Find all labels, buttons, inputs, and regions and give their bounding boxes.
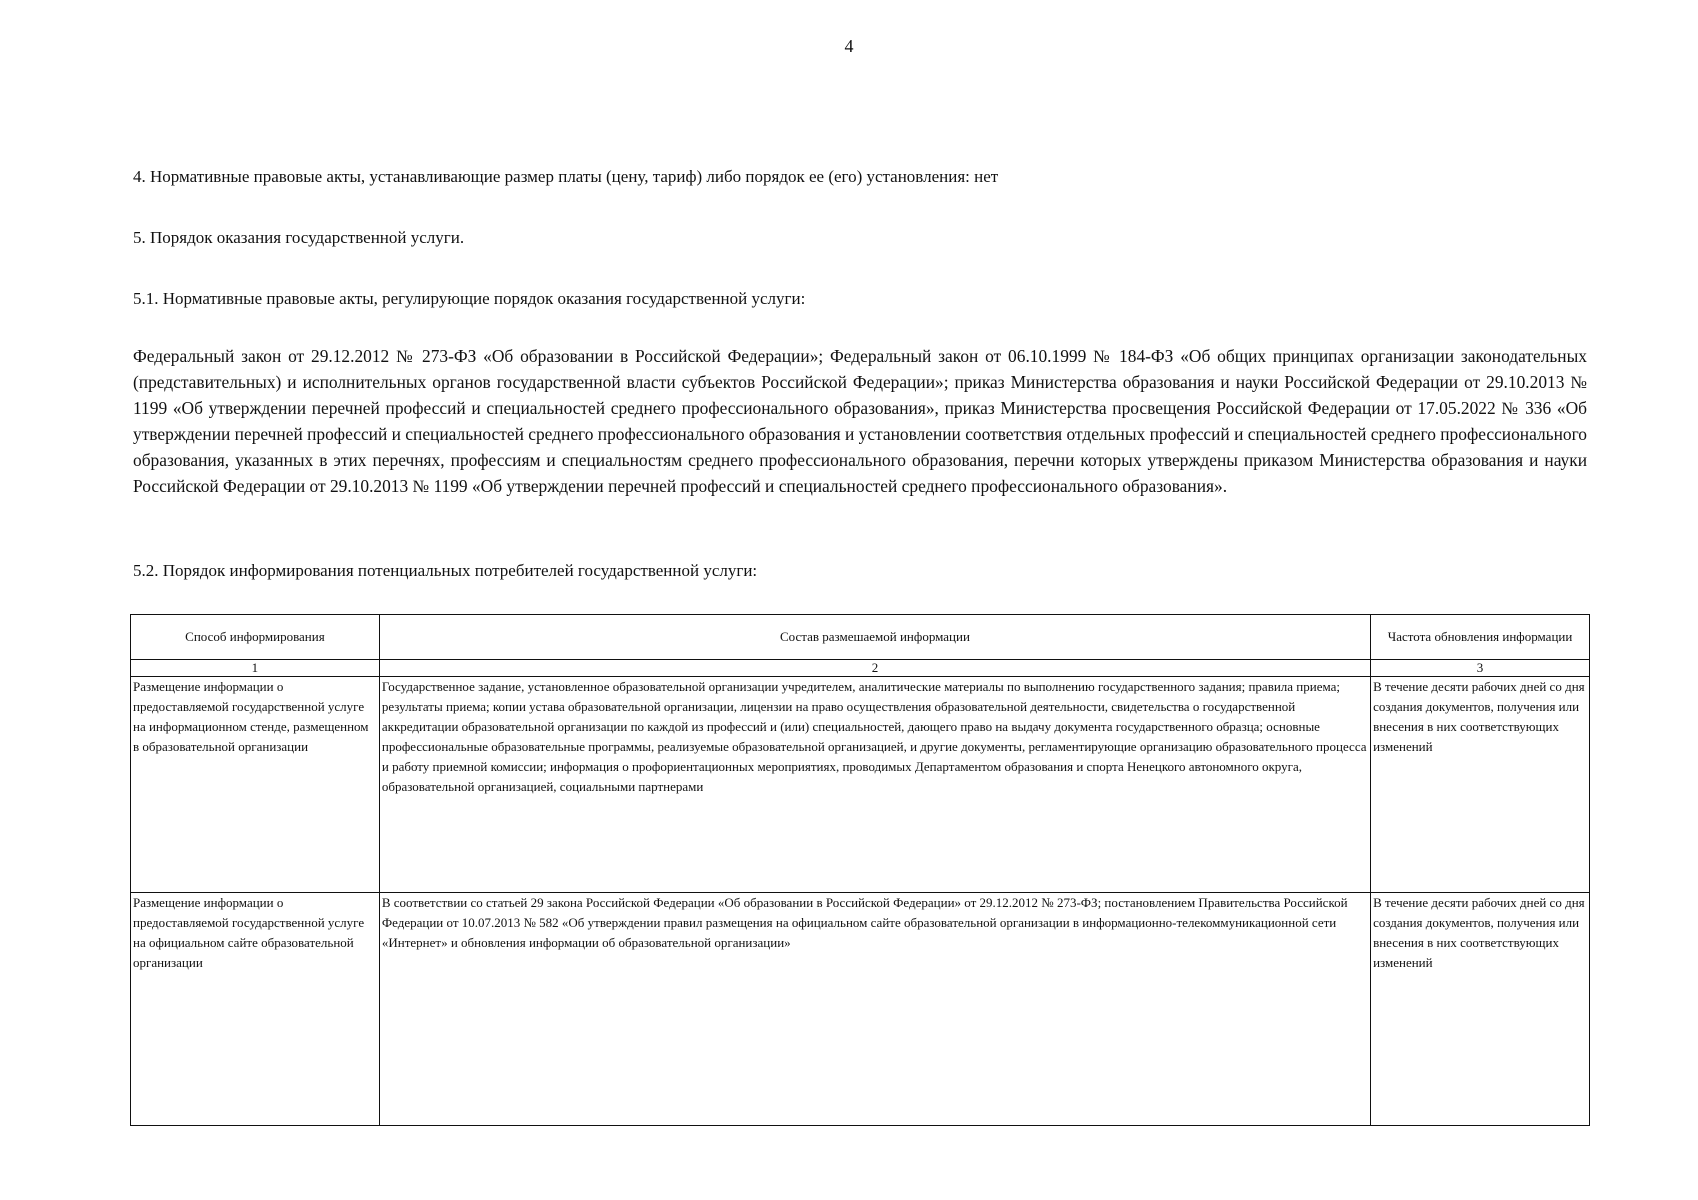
row-2-content [379, 893, 1370, 1126]
row-2-frequency-text: В течение десяти рабочих дней со дня создания документов, получения или внесения в них соответствующих изменений [1373, 895, 1585, 970]
section-5-1-heading: 5.1. Нормативные правовые акты, регулирующие порядок оказания государственной услуги: [133, 289, 806, 308]
header-frequency: Частота обновления информации [1371, 615, 1590, 660]
header-content: Состав размешаемой информации [379, 615, 1370, 660]
row-1-method-text: Размещение информации о предоставляемой государственной услуге на информационном стенде, размещенном в образовательной организации [133, 679, 369, 754]
section-5-2-heading: 5.2. Порядок информирования потенциальных потребителей государственной услуги: [133, 561, 758, 580]
column-number-1: 1 [131, 660, 380, 677]
section-4-fee-acts: 4. Нормативные правовые акты, устанавливающие размер платы (цену, тариф) либо порядок ее (его) установления: нет [133, 167, 999, 186]
page-number: 4 [844, 36, 854, 56]
row-1-frequency [1371, 677, 1590, 893]
row-1-method [131, 677, 380, 893]
row-2-frequency [1371, 893, 1590, 1126]
row-2-content-text: В соответствии со статьей 29 закона Российской Федерации «Об образовании в Российской Федерации» от 29.12.2012 № 273-ФЗ; постановлением Правительства Российской Федерации от 10.07.2013 № 582 «Об утверждении правил размещения на официальном сайте образовательной организации в информационно-телекоммуникационной сети «Интернет» и обновления информации об образовательной организации» [381, 895, 1348, 950]
table-row [131, 677, 1590, 893]
information-table [130, 614, 1590, 1126]
table-header-row [131, 615, 1590, 660]
header-method: Способ информирования [131, 615, 380, 660]
row-1-frequency-text: В течение десяти рабочих дней со дня создания документов, получения или внесения в них соответствующих изменений [1373, 679, 1585, 754]
row-2-method [131, 893, 380, 1126]
section-5-procedure-title: 5. Порядок оказания государственной услуги. [133, 228, 465, 247]
row-1-content [379, 677, 1370, 893]
table-row [131, 893, 1590, 1126]
row-2-method-text: Размещение информации о предоставляемой государственной услуге на официальном сайте образовательной организации [133, 895, 365, 970]
column-number-3: 3 [1371, 660, 1590, 677]
table-column-numbers-row [131, 660, 1590, 677]
column-number-2: 2 [379, 660, 1370, 677]
row-1-content-text: Государственное задание, установленное образовательной организации учредителем, аналитические материалы по выполнению государственного задания; правила приема; результаты приема; копии устава образовательной организации, лицензии на право осуществления образовательной деятельности, свидетельства о государственной аккредитации образовательной организации по каждой из профессий и (или) специальностей, дающего право на выдачу документа государственного образца; основные профессиональные образовательные программы, реализуемые образовательной организацией, и другие документы, регламентирующие организацию образовательного процесса и работу приемной комиссии; информация о профориентационных мероприятиях, проводимых Департаментом образования и спорта Ненецкого автономного округа, образовательной организацией, социальными партнерами [381, 679, 1367, 794]
section-5-1-laws-paragraph: Федеральный закон от 29.12.2012 № 273-ФЗ «Об образовании в Российской Федерации»; Федеральный закон от 06.10.1999 № 184-ФЗ «Об общих принципах организации законодательных (представительных) и исполнительных органов государственной власти субъектов Российской Федерации»; приказ Министерства образования и науки Российской Федерации от 29.10.2013 № 1199 «Об утверждении перечней профессий и специальностей среднего профессионального образования», приказ Министерства просвещения Российской Федерации от 17.05.2022 № 336 «Об утверждении перечней профессий и специальностей среднего профессионального образования и установлении соответствия отдельных профессий и специальностей среднего профессионального образования, указанных в этих перечнях, профессиям и специальностям среднего профессионального образования, перечни которых утверждены приказом Министерства образования и науки Российской Федерации от 29.10.2013 № 1199 «Об утверждении перечней профессий и специальностей среднего профессионального образования». [133, 346, 1587, 496]
